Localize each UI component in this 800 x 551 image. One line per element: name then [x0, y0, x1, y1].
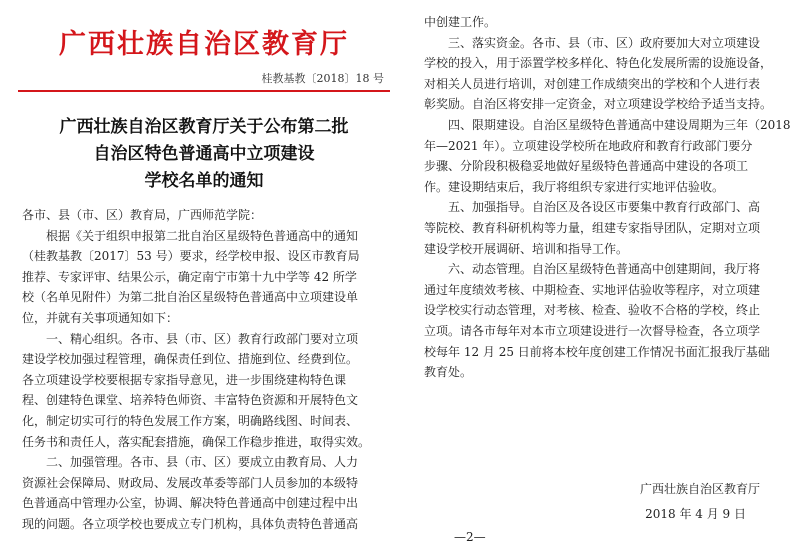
letterhead: 广西壮族自治区教育厅 — [59, 29, 349, 60]
right-page — [424, 8, 791, 548]
signing-authority: 广西壮族自治区教育厅 — [639, 482, 760, 496]
body-line: 五、加强指导。自治区及各设区市要集中教育行政部门、高 — [424, 200, 761, 215]
document-title — [18, 114, 390, 195]
body-line: 位，并就有关事项通知如下： — [22, 310, 179, 325]
body-line: （桂教基教〔2017〕53 号）要求，经学校申报、设区市教育局 — [22, 249, 360, 264]
body-line: 根据《关于组织申报第二批自治区星级特色普通高中的通知 — [22, 228, 359, 243]
body-line: 现的问题。各立项学校也要成立专门机构，具体负责特色普通高 — [22, 516, 359, 531]
body-line: 色普通高中管理办公室，协调、解决特色普通高中创建过程中出 — [22, 496, 359, 511]
body-line: 设学校实行动态管理，对考核、检查、验收不合格的学校，终止 — [424, 303, 761, 318]
body-line: 四、限期建设。自治区星级特色普通高中建设周期为三年（2018 — [424, 117, 791, 132]
body-line: 六、动态管理。自治区星级特色普通高中创建期间，我厅将 — [424, 262, 761, 277]
page-number: —2— — [454, 530, 486, 544]
signing-date: 2018 年 4 月 9 日 — [645, 507, 746, 521]
body-line: 程、创建特色课堂、培养特色师资、丰富特色资源和开展特色文 — [22, 393, 359, 408]
body-line: 学校的投入，用于添置学校多样化、特色化发展所需的设施设备， — [424, 56, 773, 71]
left-page — [18, 8, 390, 548]
title-line: 学校名单的通知 — [144, 171, 264, 191]
body-line: 中创建工作。 — [424, 15, 497, 29]
body-line: 三、落实资金。各市、县（市、区）政府要加大对立项建设 — [424, 35, 761, 50]
body-line: 年—2021 年）。立项建设学校所在地政府和教育行政部门要分 — [424, 138, 753, 153]
body-line: 建设学校开展调研、培训和指导工作。 — [424, 241, 629, 256]
body-line: 一、精心组织。各市、县（市、区）教育行政部门要对立项 — [22, 331, 359, 346]
body-line: 资源社会保障局、财政局、发展改革委等部门人员参加的本级特 — [22, 475, 359, 490]
title-line: 自治区特色普通高中立项建设 — [93, 144, 315, 164]
red-divider-line — [18, 90, 390, 92]
document-number: 桂教基教〔2018〕18 号 — [261, 72, 384, 85]
body-line: 校每年 12 月 25 日前将本校年度创建工作情况书面汇报我厅基础 — [424, 344, 770, 359]
body-line: 教育处。 — [424, 365, 473, 380]
right-body-text — [424, 12, 791, 383]
body-line: 建设学校加强过程管理，确保责任到位、措施到位、经费到位。 — [22, 352, 359, 367]
body-line: 等院校、教育科研机构等力量，组建专家指导团队，定期对立项 — [424, 220, 761, 235]
left-body-text — [22, 205, 386, 535]
body-line: 通过年度绩效考核、中期检查、实地评估验收等程序，对立项建 — [424, 282, 761, 297]
body-line: 任务书和责任人，落实配套措施，确保工作稳步推进，取得实效。 — [22, 434, 371, 449]
title-line: 广西壮族自治区教育厅关于公布第二批 — [59, 117, 349, 137]
body-line: 对相关人员进行培训，对创建工作成绩突出的学校和个人进行表 — [424, 76, 761, 91]
body-line: 各市、县（市、区）教育局，广西师范学院： — [22, 208, 263, 222]
body-line: 化，制定切实可行的特色发展工作方案，明确路线图、时间表、 — [22, 413, 359, 428]
body-line: 各立项建设学校要根据专家指导意见，进一步围绕建构特色课 — [22, 372, 347, 387]
body-line: 彰奖励。自治区将安排一定资金，对立项建设学校给予适当支持。 — [424, 97, 773, 112]
body-line: 步骤、分阶段积极稳妥地做好星级特色普通高中建设的各项工 — [424, 159, 749, 174]
body-line: 校（名单见附件）为第二批自治区星级特色普通高中立项建设单 — [22, 290, 359, 305]
body-line: 作。建设期结束后，我厅将组织专家进行实地评估验收。 — [424, 179, 725, 194]
body-line: 二、加强管理。各市、县（市、区）要成立由教育局、人力 — [22, 455, 359, 470]
body-line: 推荐、专家评审、结果公示，确定南宁市第十九中学等 42 所学 — [22, 269, 357, 284]
body-line: 立项。请各市每年对本市立项建设进行一次督导检查，各立项学 — [424, 323, 761, 338]
